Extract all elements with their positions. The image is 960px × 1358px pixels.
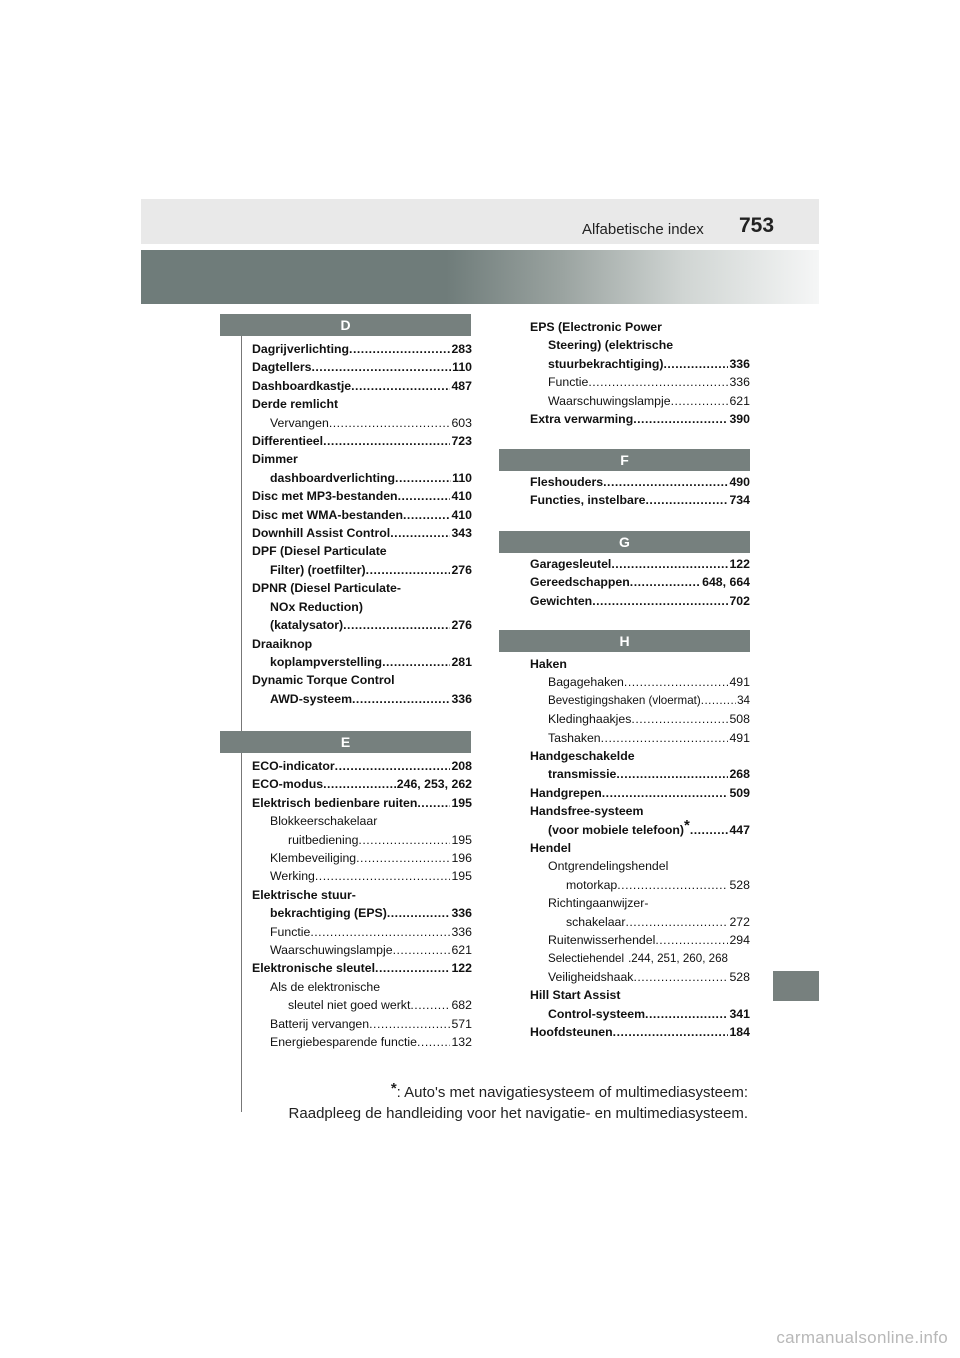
index-subentry[interactable]: Waarschuwingslampje ..... 621	[530, 392, 750, 410]
column-divider	[241, 330, 242, 1112]
index-entry[interactable]: Elektrisch bedienbare ruiten ..... 195	[252, 794, 472, 812]
index-entry[interactable]: Handgrepen ..... 509	[530, 784, 750, 802]
section-header-e: E	[220, 731, 471, 753]
chapter-tab	[773, 971, 819, 1001]
index-subentry[interactable]: Energiebesparende functie ..... 132	[252, 1033, 472, 1051]
index-entry[interactable]: dashboardverlichting ..... 110	[252, 469, 472, 487]
index-entry[interactable]: Elektronische sleutel ..... 122	[252, 959, 472, 977]
index-list-g	[530, 555, 750, 610]
index-entry[interactable]: (katalysator) ..... 276	[252, 616, 472, 634]
index-entry: Dynamic Torque Control	[252, 673, 395, 688]
index-entry[interactable]: bekrachtiging (EPS) ..... 336	[252, 904, 472, 922]
index-list-e-cont	[530, 318, 750, 428]
index-subentry[interactable]: Vervangen ..... 603	[252, 414, 472, 432]
index-entry: Steering) (elektrische	[548, 338, 674, 353]
index-entry[interactable]: Differentieel ..... 723	[252, 432, 472, 450]
index-entry: EPS (Electronic Power	[530, 320, 662, 334]
index-entry[interactable]: Gereedschappen ..... 648, 664	[530, 573, 750, 591]
index-entry[interactable]: stuurbekrachtiging) ..... 336	[530, 355, 750, 373]
index-entry: NOx Reduction)	[270, 599, 363, 614]
index-entry[interactable]: Gewichten ..... 702	[530, 592, 750, 610]
index-entry[interactable]: koplampverstelling ..... 281	[252, 653, 472, 671]
index-entry[interactable]: Filter) (roetfilter) ..... 276	[252, 561, 472, 579]
index-entry: DPF (Diesel Particulate	[252, 544, 387, 559]
footnote-line-1: *: Auto's met navigatiesysteem of multimediasysteem:	[390, 1080, 748, 1101]
index-subentry[interactable]: Klembeveiliging ..... 196	[252, 849, 472, 867]
index-list-e	[252, 757, 472, 1052]
index-entry[interactable]: Functies, instelbare ..... 734	[530, 491, 750, 509]
index-entry[interactable]: Disc met MP3-bestanden ..... 410	[252, 487, 472, 505]
index-entry[interactable]: Dashboardkastje ..... 487	[252, 377, 472, 395]
index-subentry[interactable]: Bagagehaken ..... 491	[530, 673, 750, 691]
index-entry: Hendel	[530, 841, 571, 856]
index-subentry[interactable]: Werking ..... 195	[252, 867, 472, 885]
index-entry: Handsfree-systeem	[530, 804, 644, 819]
section-header-h: H	[499, 630, 750, 652]
section-header-d: D	[220, 314, 471, 336]
footnote-mark: *	[390, 1080, 397, 1097]
index-entry[interactable]: Control-systeem ..... 341	[530, 1005, 750, 1023]
index-subentry[interactable]: motorkap ..... 528	[530, 876, 750, 894]
index-subentry[interactable]: Functie ..... 336	[252, 923, 472, 941]
index-entry[interactable]: (voor mobiele telefoon)* ..... 447	[530, 821, 750, 839]
section-header-f: F	[499, 449, 750, 471]
footnote-marker: *	[683, 816, 690, 834]
index-entry[interactable]: ECO-modus ..... 246, 253, 262	[252, 775, 472, 793]
index-entry: Derde remlicht	[252, 397, 339, 412]
index-entry: Handgeschakelde	[530, 749, 635, 764]
index-subentry[interactable]: Waarschuwingslampje ..... 621	[252, 941, 472, 959]
index-entry[interactable]: Fleshouders ..... 490	[530, 473, 750, 491]
index-entry: Hill Start Assist	[530, 988, 621, 1003]
index-subentry: Als de elektronische	[270, 979, 381, 994]
index-list-f	[530, 473, 750, 510]
index-list-d	[252, 340, 472, 708]
index-subentry[interactable]: Bevestigingshaken (vloermat) ..... 34	[530, 692, 750, 710]
index-subentry[interactable]: Kledinghaakjes ..... 508	[530, 710, 750, 728]
index-subentry[interactable]: Batterij vervangen ..... 571	[252, 1015, 472, 1033]
index-subentry: Blokkeerschakelaar	[270, 814, 378, 829]
index-subentry: Richtingaanwijzer-	[548, 896, 649, 911]
index-entry: Draaiknop	[252, 636, 313, 651]
index-subentry[interactable]: Ruitenwisserhendel ..... 294	[530, 931, 750, 949]
index-subentry[interactable]: ruitbediening ..... 195	[252, 831, 472, 849]
index-entry[interactable]: AWD-systeem ..... 336	[252, 690, 472, 708]
index-entry[interactable]: Dagtellers ..... 110	[252, 358, 472, 376]
header-band	[141, 250, 819, 304]
index-entry[interactable]: Downhill Assist Control ..... 343	[252, 524, 472, 542]
index-entry: DPNR (Diesel Particulate-	[252, 581, 401, 596]
watermark: carmanualsonline.info	[776, 1328, 948, 1347]
index-subentry: Ontgrendelingshendel	[548, 859, 669, 874]
header-bar	[141, 199, 819, 244]
index-entry: Haken	[530, 657, 567, 671]
index-entry: Dimmer	[252, 452, 298, 467]
index-entry[interactable]: Extra verwarming ..... 390	[530, 410, 750, 428]
index-subentry[interactable]: sleutel niet goed werkt ..... 682	[252, 996, 472, 1014]
index-subentry[interactable]: Tashaken ..... 491	[530, 729, 750, 747]
index-entry[interactable]: Hoofdsteunen ..... 184	[530, 1023, 750, 1041]
index-subentry[interactable]: Selectiehendel .244, 251, 260, 268	[548, 951, 728, 965]
page-number: 753	[739, 214, 775, 237]
index-entry[interactable]: ECO-indicator ..... 208	[252, 757, 472, 775]
index-entry: Elektrische stuur-	[252, 887, 356, 902]
index-entry[interactable]: Garagesleutel ..... 122	[530, 555, 750, 573]
index-entry[interactable]: Disc met WMA-bestanden ..... 410	[252, 506, 472, 524]
index-subentry[interactable]: Functie ..... 336	[530, 373, 750, 391]
index-entry[interactable]: Dagrijverlichting ..... 283	[252, 340, 472, 358]
index-subentry[interactable]: Veiligheidshaak ..... 528	[530, 968, 750, 986]
footnote-line-2: Raadpleeg de handleiding voor het navigatie- en multimediasysteem.	[288, 1105, 748, 1122]
index-subentry[interactable]: schakelaar ..... 272	[530, 913, 750, 931]
index-entry[interactable]: transmissie ..... 268	[530, 765, 750, 783]
index-list-h	[530, 655, 750, 1042]
page-title: Alfabetische index	[582, 221, 704, 238]
section-header-g: G	[499, 531, 750, 553]
